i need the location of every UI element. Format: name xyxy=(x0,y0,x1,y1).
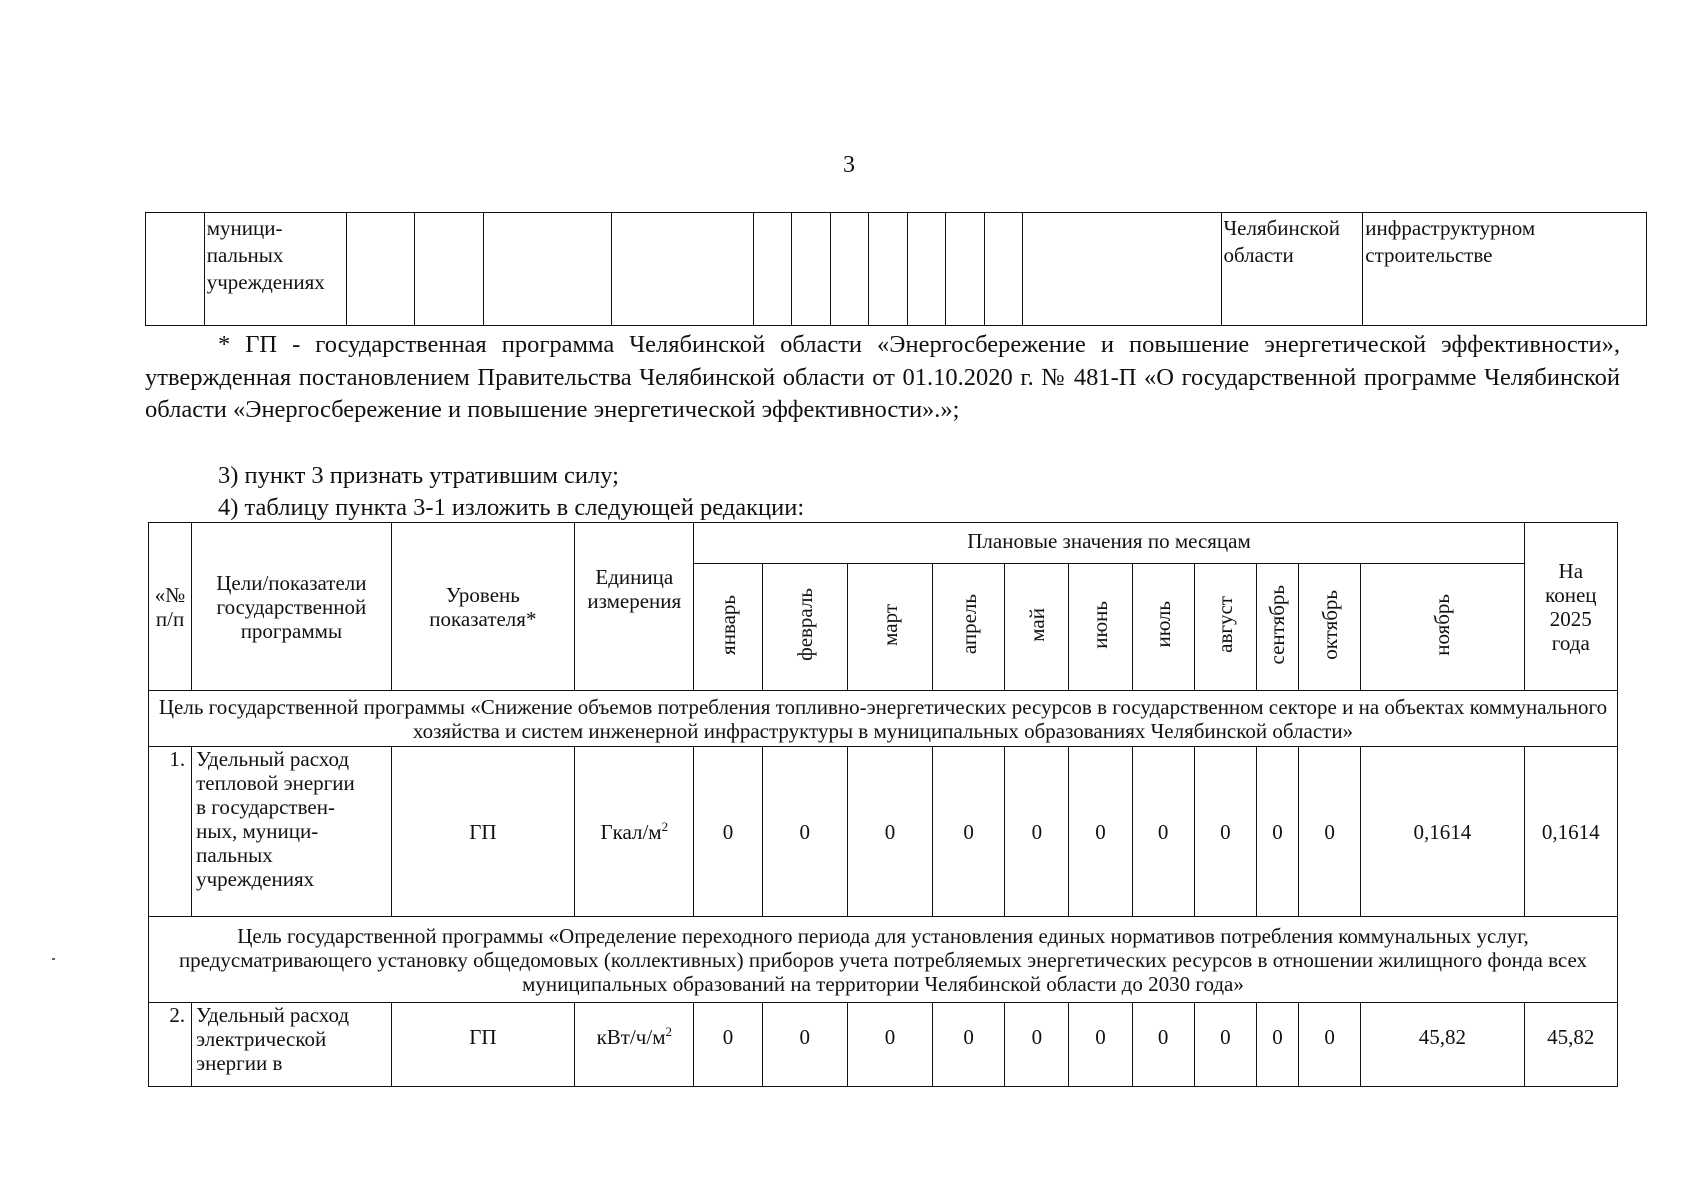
header-planned-values: Плановые значения по месяцам xyxy=(694,523,1524,564)
row-1-apr: 0 xyxy=(933,747,1005,917)
row-1-aug: 0 xyxy=(1194,747,1256,917)
row-1-sep: 0 xyxy=(1256,747,1298,917)
page-number: 3 xyxy=(843,152,855,178)
row-2-may: 0 xyxy=(1005,1003,1069,1087)
row-1-name: Удельный расход тепловой энергии в государствен- ных, муници- пальных учреждениях xyxy=(192,747,392,917)
row-1-mar: 0 xyxy=(847,747,932,917)
header-row-1 xyxy=(149,523,1618,564)
table-row xyxy=(149,1003,1618,1087)
row-2-jan: 0 xyxy=(694,1003,762,1087)
row-1-may: 0 xyxy=(1005,747,1069,917)
item-3-text: 3) пункт 3 признать утратившим силу; xyxy=(218,462,619,489)
row-2-num: 2. xyxy=(149,1003,192,1087)
header-num: «№ п/п xyxy=(149,523,192,691)
row-2-aug: 0 xyxy=(1194,1003,1256,1087)
row-2-apr: 0 xyxy=(933,1003,1005,1087)
header-month-jan: январь xyxy=(694,564,762,691)
header-month-mar: март xyxy=(847,564,932,691)
header-end-of-year: На конец 2025 года xyxy=(1524,523,1617,691)
header-unit: Единица измерения xyxy=(575,523,694,691)
row-1-feb: 0 xyxy=(762,747,847,917)
goal-1-text: Цель государственной программы «Снижение объемов потребления топливно-энергетических ресурсов в государственном секторе и на объектах коммунального хозяйства и систем инженерной инфраструктуры в муниципальных образованиях Челябинской области» xyxy=(149,691,1618,747)
footnote-paragraph: * ГП - государственная программа Челябинской области «Энергосбережение и повышение энергетической эффективности», утвержденная постановлением Правительства Челябинской области от 01.10.2020 г. № 481-П «О государственной программе Челябинской области «Энергосбережение и повышение энергетической эффективности».»; xyxy=(145,331,1620,423)
row-1-jan: 0 xyxy=(694,747,762,917)
header-month-jun: июнь xyxy=(1069,564,1132,691)
row-1-nov: 0,1614 xyxy=(1361,747,1524,917)
row-2-oct: 0 xyxy=(1299,1003,1361,1087)
goal-row-1 xyxy=(149,691,1618,747)
header-goal: Цели/показатели государственной программы xyxy=(192,523,392,691)
header-month-aug: август xyxy=(1194,564,1256,691)
row-2-end: 45,82 xyxy=(1524,1003,1617,1087)
header-month-feb: февраль xyxy=(762,564,847,691)
header-month-nov: ноябрь xyxy=(1361,564,1524,691)
row-2-jul: 0 xyxy=(1132,1003,1194,1087)
row-2-sep: 0 xyxy=(1256,1003,1298,1087)
table-row xyxy=(149,747,1618,917)
indicators-table xyxy=(148,522,1618,1087)
header-month-jul: июль xyxy=(1132,564,1194,691)
row-2-nov: 45,82 xyxy=(1361,1003,1524,1087)
row-2-level: ГП xyxy=(391,1003,574,1087)
row-1-num: 1. xyxy=(149,747,192,917)
cell-region: Челябинской области xyxy=(1221,213,1363,326)
header-month-apr: апрель xyxy=(933,564,1005,691)
row-1-unit: Гкал/$м^2$ xyxy=(575,747,694,917)
row-1-level: ГП xyxy=(391,747,574,917)
continued-row xyxy=(146,213,1647,326)
row-1-oct: 0 xyxy=(1299,747,1361,917)
goal-2-text: Цель государственной программы «Определение переходного периода для установления единых нормативов потребления коммунальных услуг, предусматривающего установку общедомовых (коллективных) приборов учета потребляемых энергетических ресурсов в отношении жилищного фонда всех муниципальных образований на территории Челябинской области до 2030 года» xyxy=(149,917,1618,1003)
row-1-jun: 0 xyxy=(1069,747,1132,917)
header-month-may: май xyxy=(1005,564,1069,691)
row-1-jul: 0 xyxy=(1132,747,1194,917)
row-2-unit: кВт/$ч/м^2$ xyxy=(575,1003,694,1087)
scan-speck xyxy=(52,958,55,960)
item-4-text: 4) таблицу пункта 3-1 изложить в следующей редакции: xyxy=(218,494,805,521)
goal-row-2 xyxy=(149,917,1618,1003)
row-2-jun: 0 xyxy=(1069,1003,1132,1087)
header-month-oct: октябрь xyxy=(1299,564,1361,691)
cell-construction: инфраструктурном строительстве xyxy=(1363,213,1647,326)
header-level: Уровень показателя* xyxy=(391,523,574,691)
row-2-feb: 0 xyxy=(762,1003,847,1087)
row-1-end: 0,1614 xyxy=(1524,747,1617,917)
continued-table xyxy=(145,212,1647,326)
row-2-mar: 0 xyxy=(847,1003,932,1087)
cell-institutions: муници- пальных учреждениях xyxy=(204,213,346,326)
header-month-sep: сентябрь xyxy=(1256,564,1298,691)
row-2-name: Удельный расход электрической энергии в xyxy=(192,1003,392,1087)
